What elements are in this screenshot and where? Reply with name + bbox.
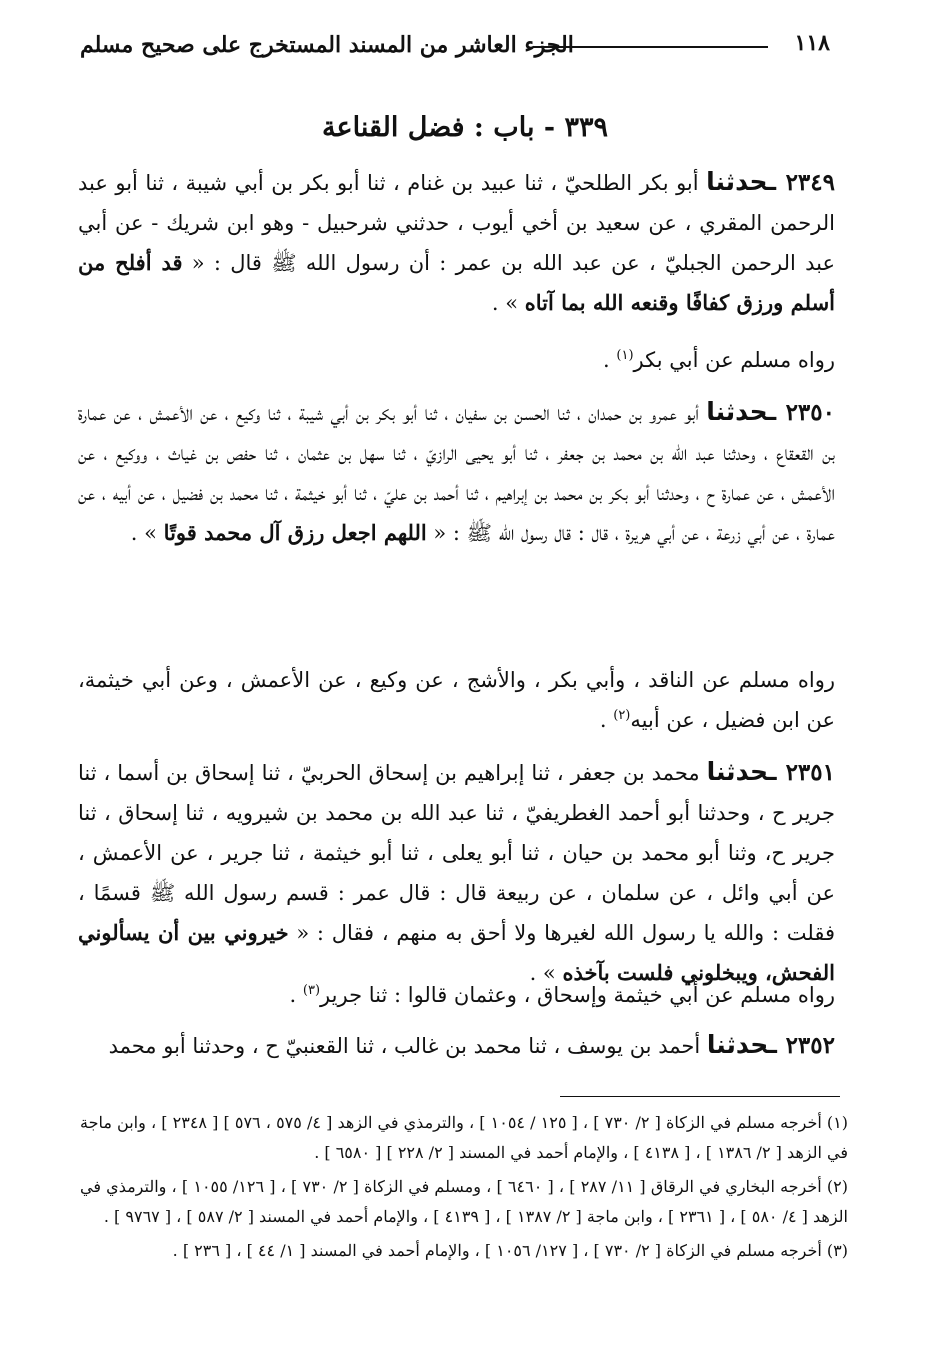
riwaya-2: رواه مسلم عن الناقد ، وأبي بكر ، والأشج ، عن وكيع ، عن الأعمش ، وعن أبي خيثمة، عن ابن فضيل ، عن أبيه$^{(٢)}$ .	[78, 668, 835, 732]
isnad-text: محمد بن جعفر ، ثنا إبراهيم بن إسحاق الحربيّ ، ثنا إسحاق بن أسما ، ثنا جرير ح ، وحدثنا أبو أحمد الغطريفيّ ، ثنا عبد الله بن محمد بن شيرويه ، ثنا إسحاق ، ثنا جرير ح، وثنا أبو محمد بن حيان ، ثنا أبو يعلى ، ثنا أبو خيثمة ، ثنا جرير ، عن الأعمش ، عن أبي وائل ، عن سلمان ، عن ربيعة قال : قال عمر : قسم رسول الله ﷺ قسمًا ، فقلت : والله يا رسول الله لغيرها ولا أحق به منهم ، فقال : «	[78, 761, 836, 945]
hadith-label: ـحدثنا	[706, 757, 786, 786]
isnad-text: أبو عمرو بن حمدان ، ثنا الحسن بن سفيان ، ثنا أبو بكر بن أبي شيبة ، ثنا وكيع ، عن الأعمش ، عن عمارة بن القعقاع ، وحدثنا عبد الله بن محمد بن جعفر ، ثنا أبو يحيى الرازيّ ، ثنا سهل بن عثمان ، ثنا حفص بن غياث ، ووكيع ، عن الأعمش ، عن عمارة ح ، وحدثنا أبو بكر بن محمد بن إبراهيم ، ثنا أحمد بن عليّ ، ثنا أبو خيثمة ، ثنا محمد بن فضيل ، عن أبيه ، عن عمارة ، عن أبي زرعة ، عن أبي هريرة ، قال : قال رسول الله ﷺ : «	[78, 401, 835, 545]
isnad-text: أبو بكر الطلحيّ ، ثنا عبيد بن غنام ، ثنا أبو بكر بن أبي شيبة ، ثنا أبو عبد الرحمن المقري ، عن سعيد بن أخي أيوب ، حدثني شرحبيل - وهو ابن شريك - عن أبي عبد الرحمن الجبليّ ، عن عبد الله بن عمر : أن رسول الله ﷺ قال : «	[78, 171, 835, 275]
hadith-number: ٢٣٥٢	[785, 1032, 835, 1059]
hadith-2349	[78, 162, 835, 323]
running-header	[80, 28, 830, 72]
footnote-ref: (٢)	[613, 708, 631, 723]
hadith-number: ٢٣٥٠	[785, 399, 835, 426]
footnote-3: (٣) أخرجه مسلم في الزكاة [ ٢/ ٧٣٠ ] ، [ ١٢٧/ ١٠٥٦ ] ، والإمام أحمد في المسند [ ١/ ٤٤ ] ، [ ٢٣٦ ] .	[172, 1241, 848, 1260]
riwaya-3: رواه مسلم عن أبي خيثمة وإسحاق ، وعثمان قالوا : ثنا جرير$^{(٣)}$ .	[289, 983, 835, 1007]
riwaya-text: رواه مسلم عن أبي خيثمة وإسحاق ، وعثمان قالوا : ثنا جرير	[320, 983, 835, 1007]
footnotes	[80, 1108, 848, 1270]
isnad-text: أحمد بن يوسف ، ثنا محمد بن غالب ، ثنا القعنبيّ ح ، وحدثنا أبو محمد	[108, 1034, 701, 1058]
hadith-number: ٢٣٤٩	[785, 169, 835, 196]
hadith-number: ٢٣٥١	[785, 759, 835, 786]
hadith-2351	[78, 752, 835, 993]
footnote-separator	[560, 1096, 840, 1097]
quote-end: » .	[491, 291, 519, 315]
running-title: الجزء العاشر من المسند المستخرج على صحيح مسلم	[80, 32, 574, 58]
page-number: ١١٨	[794, 30, 830, 56]
footnote-ref: (١)	[616, 348, 634, 363]
footnote-1: (١) أخرجه مسلم في الزكاة [ ٢/ ٧٣٠ ] ، [ ١٢٥ / ١٠٥٤ ] ، والترمذي في الزهد [ ٤/ ٥٧٥ ، ٥٧٦ ] [ ٢٣٤٨ ] ، وابن ماجة في الزهد [ ٢/ ١٣٨٦ ] ، [ ٤١٣٨ ] ، والإمام أحمد في المسند [ ٢/ ٢٢٨ ] [ ٦٥٨٠ ] .	[80, 1113, 848, 1162]
matn-text: خيروني بين أن يسألوني الفحش، ويبخلوني فلست بآخذه	[78, 920, 835, 985]
chapter-heading: ٣٣٩ - باب : فضل القناعة	[322, 112, 608, 143]
riwaya-1: رواه مسلم عن أبي بكر$^{(١)}$ .	[603, 348, 835, 372]
riwaya-text: رواه مسلم عن أبي بكر	[633, 348, 835, 372]
hadith-2352	[78, 1025, 835, 1066]
quote-end: » .	[529, 961, 556, 985]
matn-text: اللهم اجعل رزق آل محمد قوتًا	[163, 520, 427, 545]
matn-text: قد أفلح من أسلم ورزق كفافًا وقنعه الله بما آتاه	[78, 250, 835, 315]
hadith-label: ـحدثنا	[706, 397, 786, 426]
hadith-2350	[78, 392, 835, 553]
quote-end: » .	[130, 521, 157, 545]
footnote-2: (٢) أخرجه البخاري في الرقاق [ ١١/ ٢٨٧ ] ، [ ٦٤٦٠ ] ، ومسلم في الزكاة [ ٢/ ٧٣٠ ] ، [ ١٢٦/ ١٠٥٥ ] ، والترمذي في الزهد [ ٤/ ٥٨٠ ] ، [ ٢٣٦١ ] ، وابن ماجة [ ٢/ ١٣٨٧ ] ، [ ٤١٣٩ ] ، والإمام أحمد في المسند [ ٢/ ٥٨٧ ] ، [ ٩٧٦٧ ] .	[80, 1177, 848, 1226]
hadith-label: ـحدثنا	[706, 167, 786, 196]
riwaya-text: رواه مسلم عن الناقد ، وأبي بكر ، والأشج ، عن وكيع ، عن الأعمش ، وعن أبي خيثمة، عن ابن فضيل ، عن أبيه	[78, 668, 835, 732]
hadith-label: ـحدثنا	[706, 1030, 786, 1059]
footnote-ref: (٣)	[302, 983, 321, 998]
